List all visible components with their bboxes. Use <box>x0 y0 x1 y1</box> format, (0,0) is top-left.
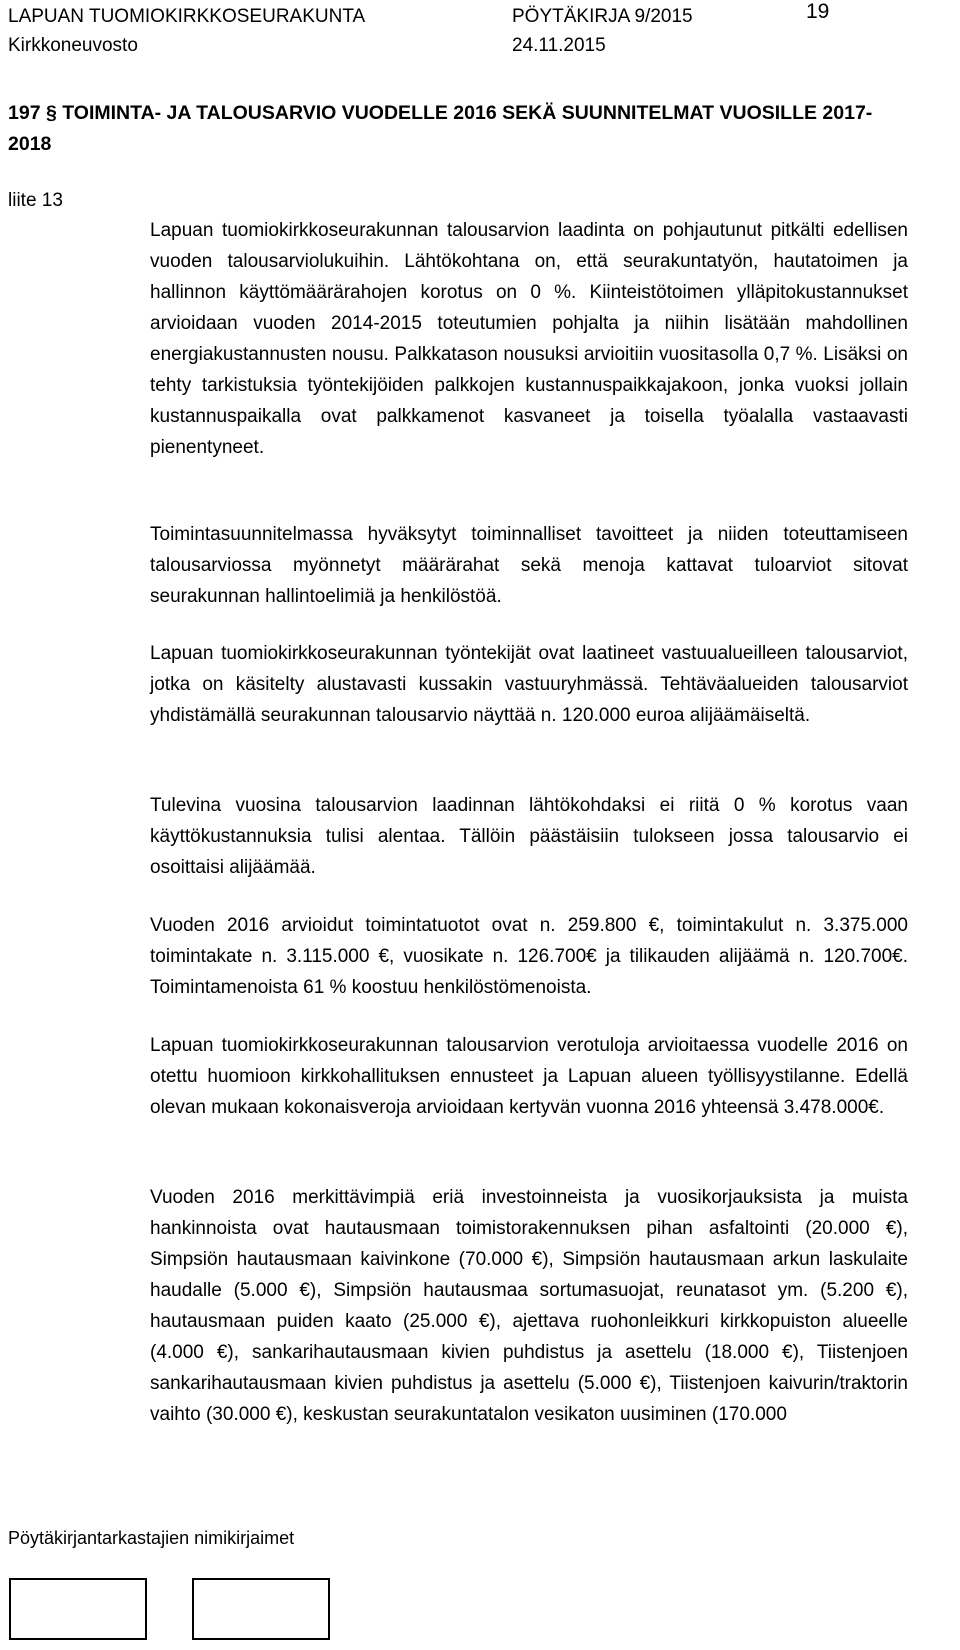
paragraph: Vuoden 2016 merkittävimpiä eriä investoinneista ja vuosikorjauksista ja muista hankinnoista ovat hautausmaan toimistorakennuksen pihan asfaltointi (20.000 €), Simpsiön hautausmaan kaivinkone (70.000 €), Simpsiön hautausmaan arkun laskulaite haudalle (5.000 €), Simpsiön hautausmaa sortumasuojat, reunatasot ym. (5.200 €), hautausmaan puiden kaato (25.000 €), ajettava ruohonleikkuri kirkkopuiston alueelle (4.000 €), sankarihautausmaan kivien puhdistus ja asettelu (18.000 €), Tiistenjoen sankarihautausmaan kivien puhdistus ja asettelu (5.000 €), Tiistenjoen kaivurin/traktorin vaihto (30.000 €), keskustan seurakuntatalon vesikaton uusiminen (170.000 <box>150 1187 908 1425</box>
paragraph: Lapuan tuomiokirkkoseurakunnan talousarvion verotuloja arvioitaessa vuodelle 2016 on otettu huomioon kirkkohallituksen ennusteet ja Lapuan alueen työllisyystilanne. Edellä olevan mukaan kokonaisveroja arvioidaan kertyvän vuonna 2016 yhteensä 3.478.000€. <box>150 1035 908 1118</box>
signature-box <box>192 1578 330 1640</box>
attachment-reference: liite 13 <box>8 190 63 211</box>
paragraph: Lapuan tuomiokirkkoseurakunnan työntekijät ovat laatineet vastuualueilleen talousarviot, jotka on käsitelty alustavasti kussakin vastuuryhmässä. Tehtäväalueiden talousarviot yhdistämällä seurakunnan talousarvio näyttää n. 120.000 euroa alijäämäiseltä. <box>150 643 908 726</box>
signature-box <box>9 1578 147 1640</box>
paragraph: Lapuan tuomiokirkkoseurakunnan talousarvion laadinta on pohjautunut pitkälti edellisen vuoden talousarviolukuihin. Lähtökohtana on, että seurakuntatyön, hautatoimen ja hallinnon käyttömäärärahojen korotus on 0 %. Kiinteistötoimen ylläpitokustannukset arvioidaan vuoden 2014-2015 toteutumien pohjalta ja niihin lisätään mahdollinen energiakustannusten nousu. Palkkatason nousuksi arvioitiin vuositasolla 0,7 %. Lisäksi on tehty tarkistuksia työntekijöiden palkkojen kustannuspaikkajakoon, jonka vuoksi jollain kustannuspaikalla ovat palkkamenot kasvaneet ja toisella työalalla vastaavasti pienentyneet. <box>150 220 908 458</box>
meeting-date: 24.11.2015 <box>512 35 606 56</box>
signatures-label: Pöytäkirjantarkastajien nimikirjaimet <box>8 1528 295 1548</box>
page-number: 19 <box>806 0 830 23</box>
section-title: 197 § TOIMINTA- JA TALOUSARVIO VUODELLE 2016 SEKÄ SUUNNITELMAT VUOSILLE 2017-2018 <box>8 102 873 155</box>
paragraph: Vuoden 2016 arvioidut toimintatuotot ovat n. 259.800 €, toimintakulut n. 3.375.000 toimintakate n. 3.115.000 €, vuosikate n. 126.700€ ja tilikauden alijäämä n. 120.700€. Toimintamenoista 61 % koostuu henkilöstömenoista. <box>150 915 908 998</box>
paragraph: Toimintasuunnitelmassa hyväksytyt toiminnalliset tavoitteet ja niiden toteuttamiseen talousarviossa myönnetyt määrärahat sekä menoja kattavat tuloarviot sitovat seurakunnan hallintoelimiä ja henkilöstöä. <box>150 524 908 607</box>
organization-name: LAPUAN TUOMIOKIRKKOSEURAKUNTA <box>8 6 366 27</box>
meeting-body: Kirkkoneuvosto <box>8 35 138 56</box>
document-title: PÖYTÄKIRJA 9/2015 <box>512 6 693 27</box>
paragraph: Tulevina vuosina talousarvion laadinnan lähtökohdaksi ei riitä 0 % korotus vaan käyttökustannuksia tulisi alentaa. Tällöin päästäisiin tulokseen jossa talousarvio ei osoittaisi alijäämää. <box>150 795 908 878</box>
